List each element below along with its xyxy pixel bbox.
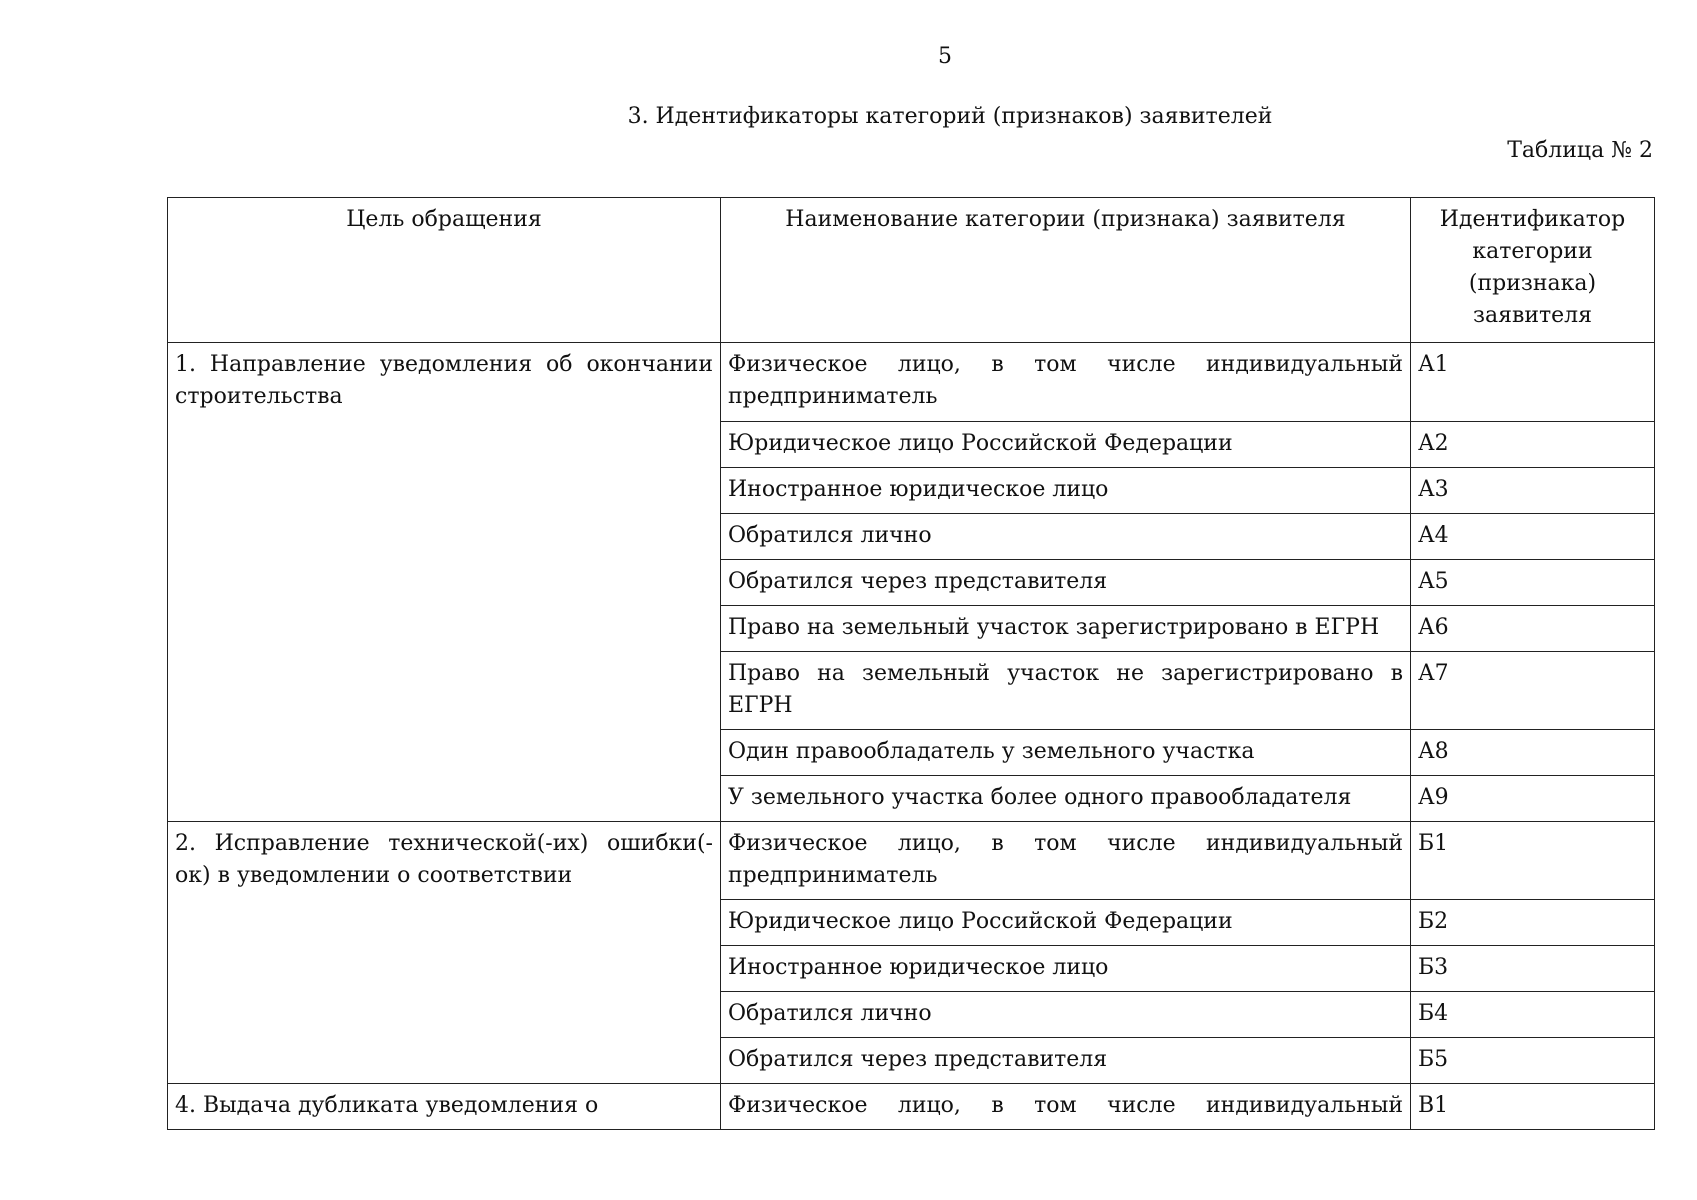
identifier-cell: Б5 bbox=[1411, 1038, 1655, 1084]
table-body bbox=[168, 343, 1655, 1130]
identifier-cell: А3 bbox=[1411, 468, 1655, 514]
category-cell: Юридическое лицо Российской Федерации bbox=[721, 900, 1411, 946]
identifier-cell: Б1 bbox=[1411, 822, 1655, 900]
table-header-row bbox=[168, 198, 1655, 343]
section-title: 3. Идентификаторы категорий (признаков) заявителей bbox=[627, 104, 1273, 129]
purpose-cell: 4. Выдача дубликата уведомления о bbox=[168, 1084, 721, 1130]
header-category: Наименование категории (признака) заявителя bbox=[721, 198, 1411, 343]
category-cell: Физическое лицо, в том числе индивидуальный предприниматель bbox=[721, 343, 1411, 422]
identifier-cell: Б3 bbox=[1411, 946, 1655, 992]
identifier-cell: Б4 bbox=[1411, 992, 1655, 1038]
identifier-cell: А6 bbox=[1411, 606, 1655, 652]
category-cell: Обратился лично bbox=[721, 992, 1411, 1038]
identifier-cell: А1 bbox=[1411, 343, 1655, 422]
applicant-categories-table bbox=[167, 197, 1655, 1130]
category-cell: Обратился через представителя bbox=[721, 1038, 1411, 1084]
identifier-cell: А9 bbox=[1411, 776, 1655, 822]
identifier-cell: А4 bbox=[1411, 514, 1655, 560]
table-label: Таблица № 2 bbox=[1507, 138, 1653, 163]
category-cell: Один правообладатель у земельного участка bbox=[721, 730, 1411, 776]
category-cell: Обратился лично bbox=[721, 514, 1411, 560]
table-row bbox=[168, 1084, 1655, 1130]
category-cell: Иностранное юридическое лицо bbox=[721, 468, 1411, 514]
identifier-cell: В1 bbox=[1411, 1084, 1655, 1130]
table-row bbox=[168, 343, 1655, 422]
page-number: 5 bbox=[938, 44, 952, 69]
category-cell: Физическое лицо, в том числе индивидуальный bbox=[721, 1084, 1411, 1130]
category-cell: Юридическое лицо Российской Федерации bbox=[721, 422, 1411, 468]
header-identifier: Идентификатор категории (признака) заявителя bbox=[1411, 198, 1655, 343]
category-cell: Право на земельный участок зарегистрировано в ЕГРН bbox=[721, 606, 1411, 652]
identifier-cell: А5 bbox=[1411, 560, 1655, 606]
identifier-cell: А2 bbox=[1411, 422, 1655, 468]
category-cell: Физическое лицо, в том числе индивидуальный предприниматель bbox=[721, 822, 1411, 900]
table-row bbox=[168, 822, 1655, 900]
identifier-cell: Б2 bbox=[1411, 900, 1655, 946]
identifier-cell: А7 bbox=[1411, 652, 1655, 730]
identifier-cell: А8 bbox=[1411, 730, 1655, 776]
category-cell: У земельного участка более одного правообладателя bbox=[721, 776, 1411, 822]
category-cell: Обратился через представителя bbox=[721, 560, 1411, 606]
category-cell: Право на земельный участок не зарегистрировано в ЕГРН bbox=[721, 652, 1411, 730]
purpose-cell: 2. Исправление технической(-их) ошибки(-ок) в уведомлении о соответствии bbox=[168, 822, 721, 1084]
header-purpose: Цель обращения bbox=[168, 198, 721, 343]
category-cell: Иностранное юридическое лицо bbox=[721, 946, 1411, 992]
purpose-cell: 1. Направление уведомления об окончании строительства bbox=[168, 343, 721, 822]
